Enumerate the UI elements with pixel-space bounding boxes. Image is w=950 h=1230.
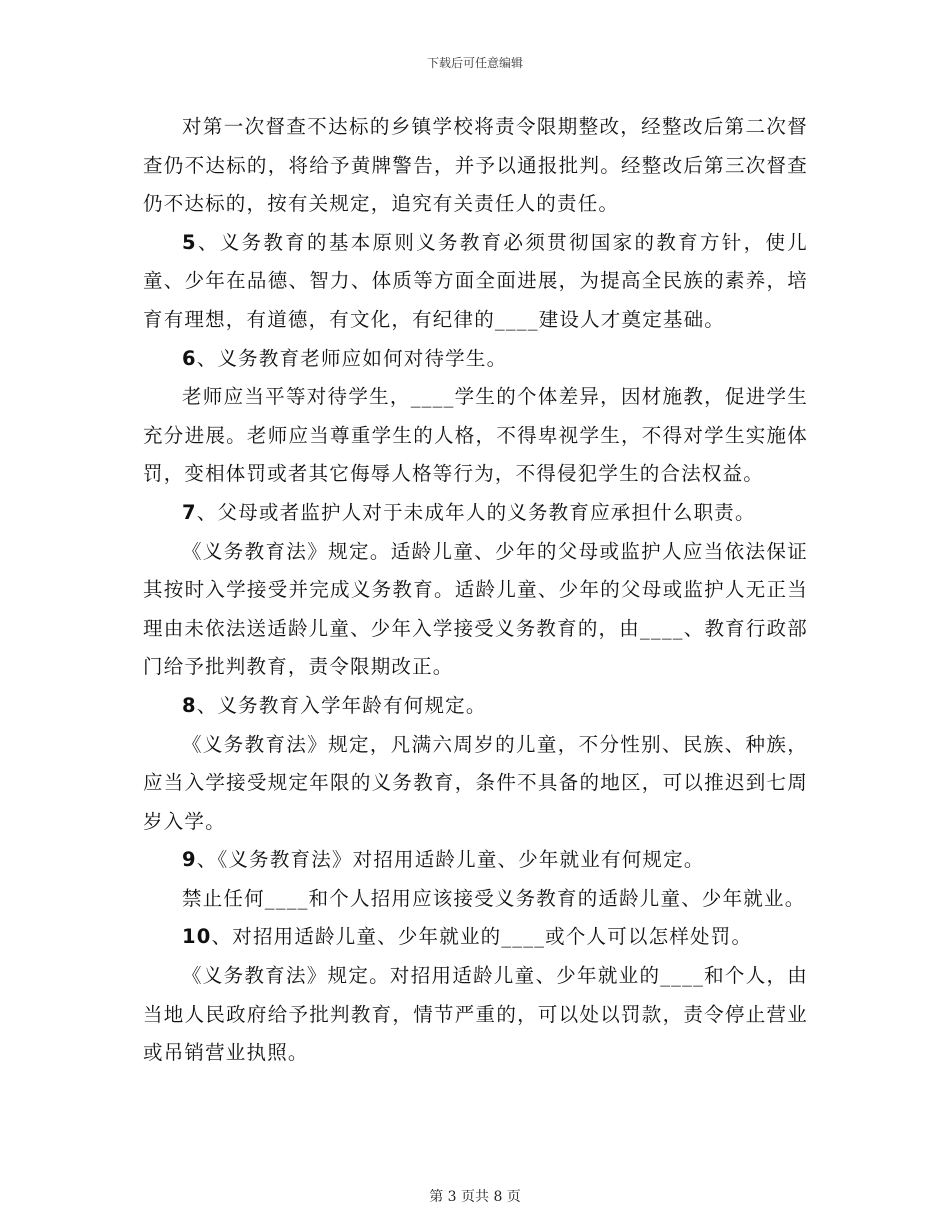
paragraph-text: 《义务教育法》规定，凡满六周岁的儿童，不分性别、民族、种族，应当入学接受规定年限的义务教育，条件不具备的地区，可以推迟到七周岁入学。 xyxy=(143,732,808,833)
paragraph-body xyxy=(143,533,808,687)
paragraph-text: 禁止任何____和个人招用应该接受义务教育的适龄儿童、少年就业。 xyxy=(182,886,806,910)
question-number: 8 xyxy=(182,693,197,717)
question-heading xyxy=(143,494,808,533)
paragraph-body xyxy=(143,880,808,919)
paragraph-body xyxy=(143,957,808,1073)
paragraph-text: 对第一次督查不达标的乡镇学校将责令限期整改，经整改后第二次督查仍不达标的，将给予黄牌警告，并予以通报批判。经整改后第三次督查仍不达标的，按有关规定，追究有关责任人的责任。 xyxy=(143,115,808,216)
question-number: 7 xyxy=(182,500,197,524)
question-heading xyxy=(143,687,808,726)
question-number: 5 xyxy=(182,230,197,254)
document-body xyxy=(143,108,808,1073)
paragraph-body xyxy=(143,108,808,224)
question-text: 、义务教育入学年龄有何规定。 xyxy=(196,693,487,717)
paragraph-text: 《义务教育法》规定。对招用适龄儿童、少年就业的____和个人，由当地人民政府给予批判教育，情节严重的，可以处以罚款，责令停止营业或吊销营业执照。 xyxy=(143,964,808,1065)
paragraph-text: 《义务教育法》规定。适龄儿童、少年的父母或监护人应当依法保证其按时入学接受并完成义务教育。适龄儿童、少年的父母或监护人无正当理由未依法送适龄儿童、少年入学接受义务教育的，由____、教育行政部门给予批判教育，责令限期改正。 xyxy=(143,539,808,679)
question-heading xyxy=(143,841,808,880)
question-text: 、义务教育的基本原则义务教育必须贯彻国家的教育方针，使儿童、少年在品德、智力、体质等方面全面进展，为提高全民族的素养，培育有理想，有道德，有文化，有纪律的____建设人才奠定基础。 xyxy=(143,230,808,331)
question-number: 6 xyxy=(182,346,197,370)
question-number: 10 xyxy=(182,925,212,949)
question-text: 、对招用适龄儿童、少年就业的____或个人可以怎样处罚。 xyxy=(211,925,753,949)
question-heading xyxy=(143,918,808,957)
page-footer: 第 3 页共 8 页 xyxy=(429,1189,521,1205)
paragraph-body xyxy=(143,378,808,494)
paragraph-text: 老师应当平等对待学生，____学生的个体差异，因材施教，促进学生充分进展。老师应当尊重学生的人格，不得卑视学生，不得对学生实施体罚，变相体罚或者其它侮辱人格等行为，不得侵犯学生的合法权益。 xyxy=(143,385,808,486)
question-text: 、义务教育老师应如何对待学生。 xyxy=(196,346,508,370)
question-heading xyxy=(143,224,808,340)
question-number: 9 xyxy=(182,848,197,872)
question-heading xyxy=(143,340,808,379)
paragraph-body xyxy=(143,726,808,842)
question-text: 、父母或者监护人对于未成年人的义务教育应承担什么职责。 xyxy=(196,500,756,524)
question-text: 、《义务教育法》对招用适龄儿童、少年就业有何规定。 xyxy=(196,848,705,872)
page-header: 下载后可任意编辑 xyxy=(426,56,523,70)
